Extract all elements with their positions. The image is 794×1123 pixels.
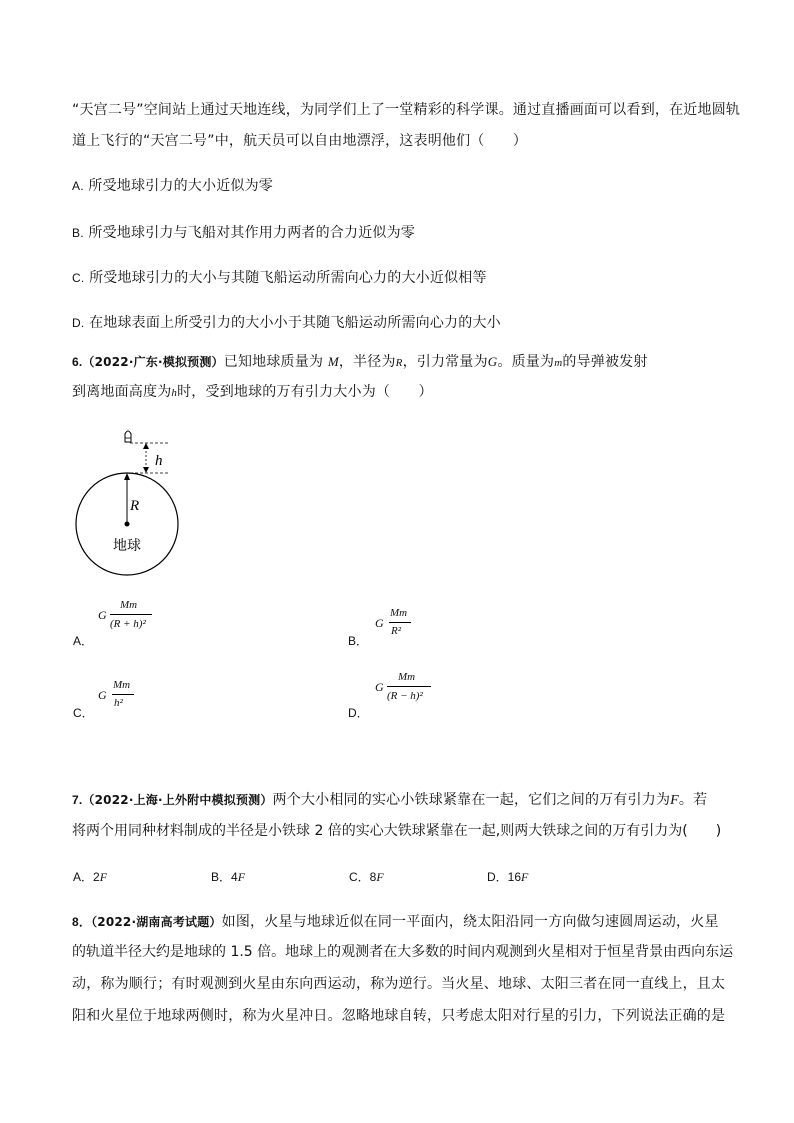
q5-option-b-label: B. [72, 226, 84, 240]
q6-option-d-fraction-bar [387, 686, 431, 687]
q5-option-d-text: 在地球表面上所受引力的大小小于其随飞船运动所需向心力的大小 [89, 315, 501, 331]
q7-stem-line-2: 将两个用同种材料制成的半径是小铁球 2 倍的实心大铁球紧靠在一起,则两大铁球之间的万有引力为( ) [72, 823, 722, 839]
q8-stem-line-2: 的轨道半径大约是地球的 1.5 倍。地球上的观测者在大多数的时间内观测到火星相对于恒星背景由西向东运 [72, 944, 734, 960]
q6-text-1e: 的导弹被发射 [562, 354, 648, 370]
q6-var-m: m [554, 357, 563, 369]
earth-missile-diagram [70, 422, 190, 584]
q7-option-c [349, 868, 384, 885]
q6-option-c-num: Mm [113, 679, 131, 691]
q5-option-a [72, 176, 273, 196]
q7-var-F: F [670, 793, 679, 808]
q6-option-a-den: (R + h)² [110, 618, 146, 630]
q6-option-b-fraction-bar [389, 622, 411, 623]
q6-option-d-coef: G [375, 680, 384, 694]
q6-option-a-coef: G [98, 608, 107, 622]
q6-option-a-fraction-bar [110, 614, 152, 615]
q7-text-1a: 两个大小相同的实心小铁球紧靠在一起，它们之间的万有引力为 [272, 792, 671, 808]
q6-text-2b: 时，受到地球的万有引力大小为（ ） [177, 384, 433, 400]
q5-option-a-text: 所受地球引力的大小近似为零 [88, 178, 274, 194]
q8-stem-line-3: 动，称为顺行；有时观测到火星由东向西运动，称为逆行。当火星、地球、太阳三者在同一直线上，且太 [72, 976, 726, 992]
q8-number: 8． [72, 915, 92, 929]
q6-option-b-num: Mm [390, 607, 408, 619]
q7-text-1b: 。若 [678, 792, 708, 808]
q7-option-a-value: 2 [93, 870, 100, 884]
height-arrow [143, 443, 149, 473]
q6-option-a-label: A． [73, 634, 94, 648]
q7-stem-line-1 [72, 790, 707, 811]
q6-option-c-den: h² [114, 697, 123, 709]
R-label: R [130, 498, 140, 514]
q7-source: （2022·上海·上外附中模拟预测） [82, 793, 273, 807]
q5-option-a-label: A. [72, 179, 84, 193]
q7-option-d-var: F [521, 870, 529, 884]
q6-option-d-num: Mm [398, 671, 416, 683]
q7-option-d [487, 868, 528, 885]
q5-option-c [72, 268, 487, 288]
q6-option-c-coef: G [98, 688, 107, 702]
q5-option-b [72, 223, 415, 243]
q6-var-M: M [327, 354, 339, 369]
q8-stem-line-4: 阳和火星位于地球两侧时，称为火星冲日。忽略地球自转，只考虑太阳对行星的引力，下列说法正确的是 [72, 1008, 726, 1024]
q7-number: 7. [72, 793, 83, 807]
q6-option-d-den: (R − h)² [387, 690, 423, 702]
q6-text-1b: ，半径为 [338, 354, 396, 370]
q6-text-1a: 已知地球质量为 [223, 354, 324, 370]
q5-option-d-label: D. [72, 316, 85, 330]
q6-number: 6. [72, 355, 83, 369]
q7-option-b-value: 4 [231, 870, 238, 884]
q8-stem-line-1 [72, 912, 719, 932]
q5-stem-line-2: 道上飞行的“天宫二号”中，航天员可以自由地漂浮，这表明他们（ ） [72, 133, 528, 149]
q6-option-c-fraction-bar [112, 694, 134, 695]
q6-option-a-num: Mm [120, 599, 138, 611]
q7-option-c-var: F [376, 870, 384, 884]
earth-label: 地球 [113, 538, 141, 554]
q6-text-2a: 到离地面高度为 [72, 384, 172, 400]
h-label: h [155, 453, 163, 469]
q6-option-c-label: C． [73, 706, 94, 720]
q6-text-1c: ，引力常量为 [402, 354, 488, 370]
q8-source: （2022·湖南高考试题） [91, 915, 222, 929]
q8-text-1: 如图，火星与地球近似在同一平面内，绕太阳沿同一方向做匀速圆周运动，火星 [221, 914, 719, 930]
q6-stem-line-1 [72, 352, 648, 373]
q5-option-d [72, 313, 501, 333]
q6-stem-line-2 [72, 382, 433, 403]
q5-option-c-label: C. [72, 271, 85, 285]
q7-option-b-label: B． [211, 870, 232, 884]
q6-var-G: G [487, 354, 498, 369]
q7-option-d-value: 16 [507, 870, 522, 884]
q5-stem-line-1: “天宫二号”空间站上通过天地连线，为同学们上了一堂精彩的科学课。通过直播画面可以看到，在近地圆轨 [72, 102, 741, 118]
q7-option-c-value: 8 [369, 870, 377, 884]
q7-option-a-label: A． [73, 870, 94, 884]
q7-option-c-label: C． [349, 870, 370, 884]
q6-text-1d: 。质量为 [497, 354, 555, 370]
q7-option-b-var: F [237, 870, 246, 884]
q5-option-c-text: 所受地球引力的大小与其随飞船运动所需向心力的大小近似相等 [89, 270, 487, 286]
missile-icon [125, 431, 131, 442]
q6-option-b-coef: G [375, 616, 384, 630]
q6-var-R: R [395, 357, 403, 369]
q7-option-d-label: D． [487, 870, 508, 884]
q7-option-b [211, 868, 245, 885]
q6-source: （2022·广东·模拟预测） [82, 355, 224, 369]
q5-option-b-text: 所受地球引力与飞船对其作用力两者的合力近似为零 [88, 225, 416, 241]
q6-option-b-den: R² [391, 625, 402, 637]
q6-option-b-label: B． [348, 634, 369, 648]
q6-option-d-label: D． [348, 706, 369, 720]
q7-option-a [73, 868, 107, 885]
q6-var-h: h [171, 387, 178, 399]
q7-option-a-var: F [99, 870, 108, 884]
